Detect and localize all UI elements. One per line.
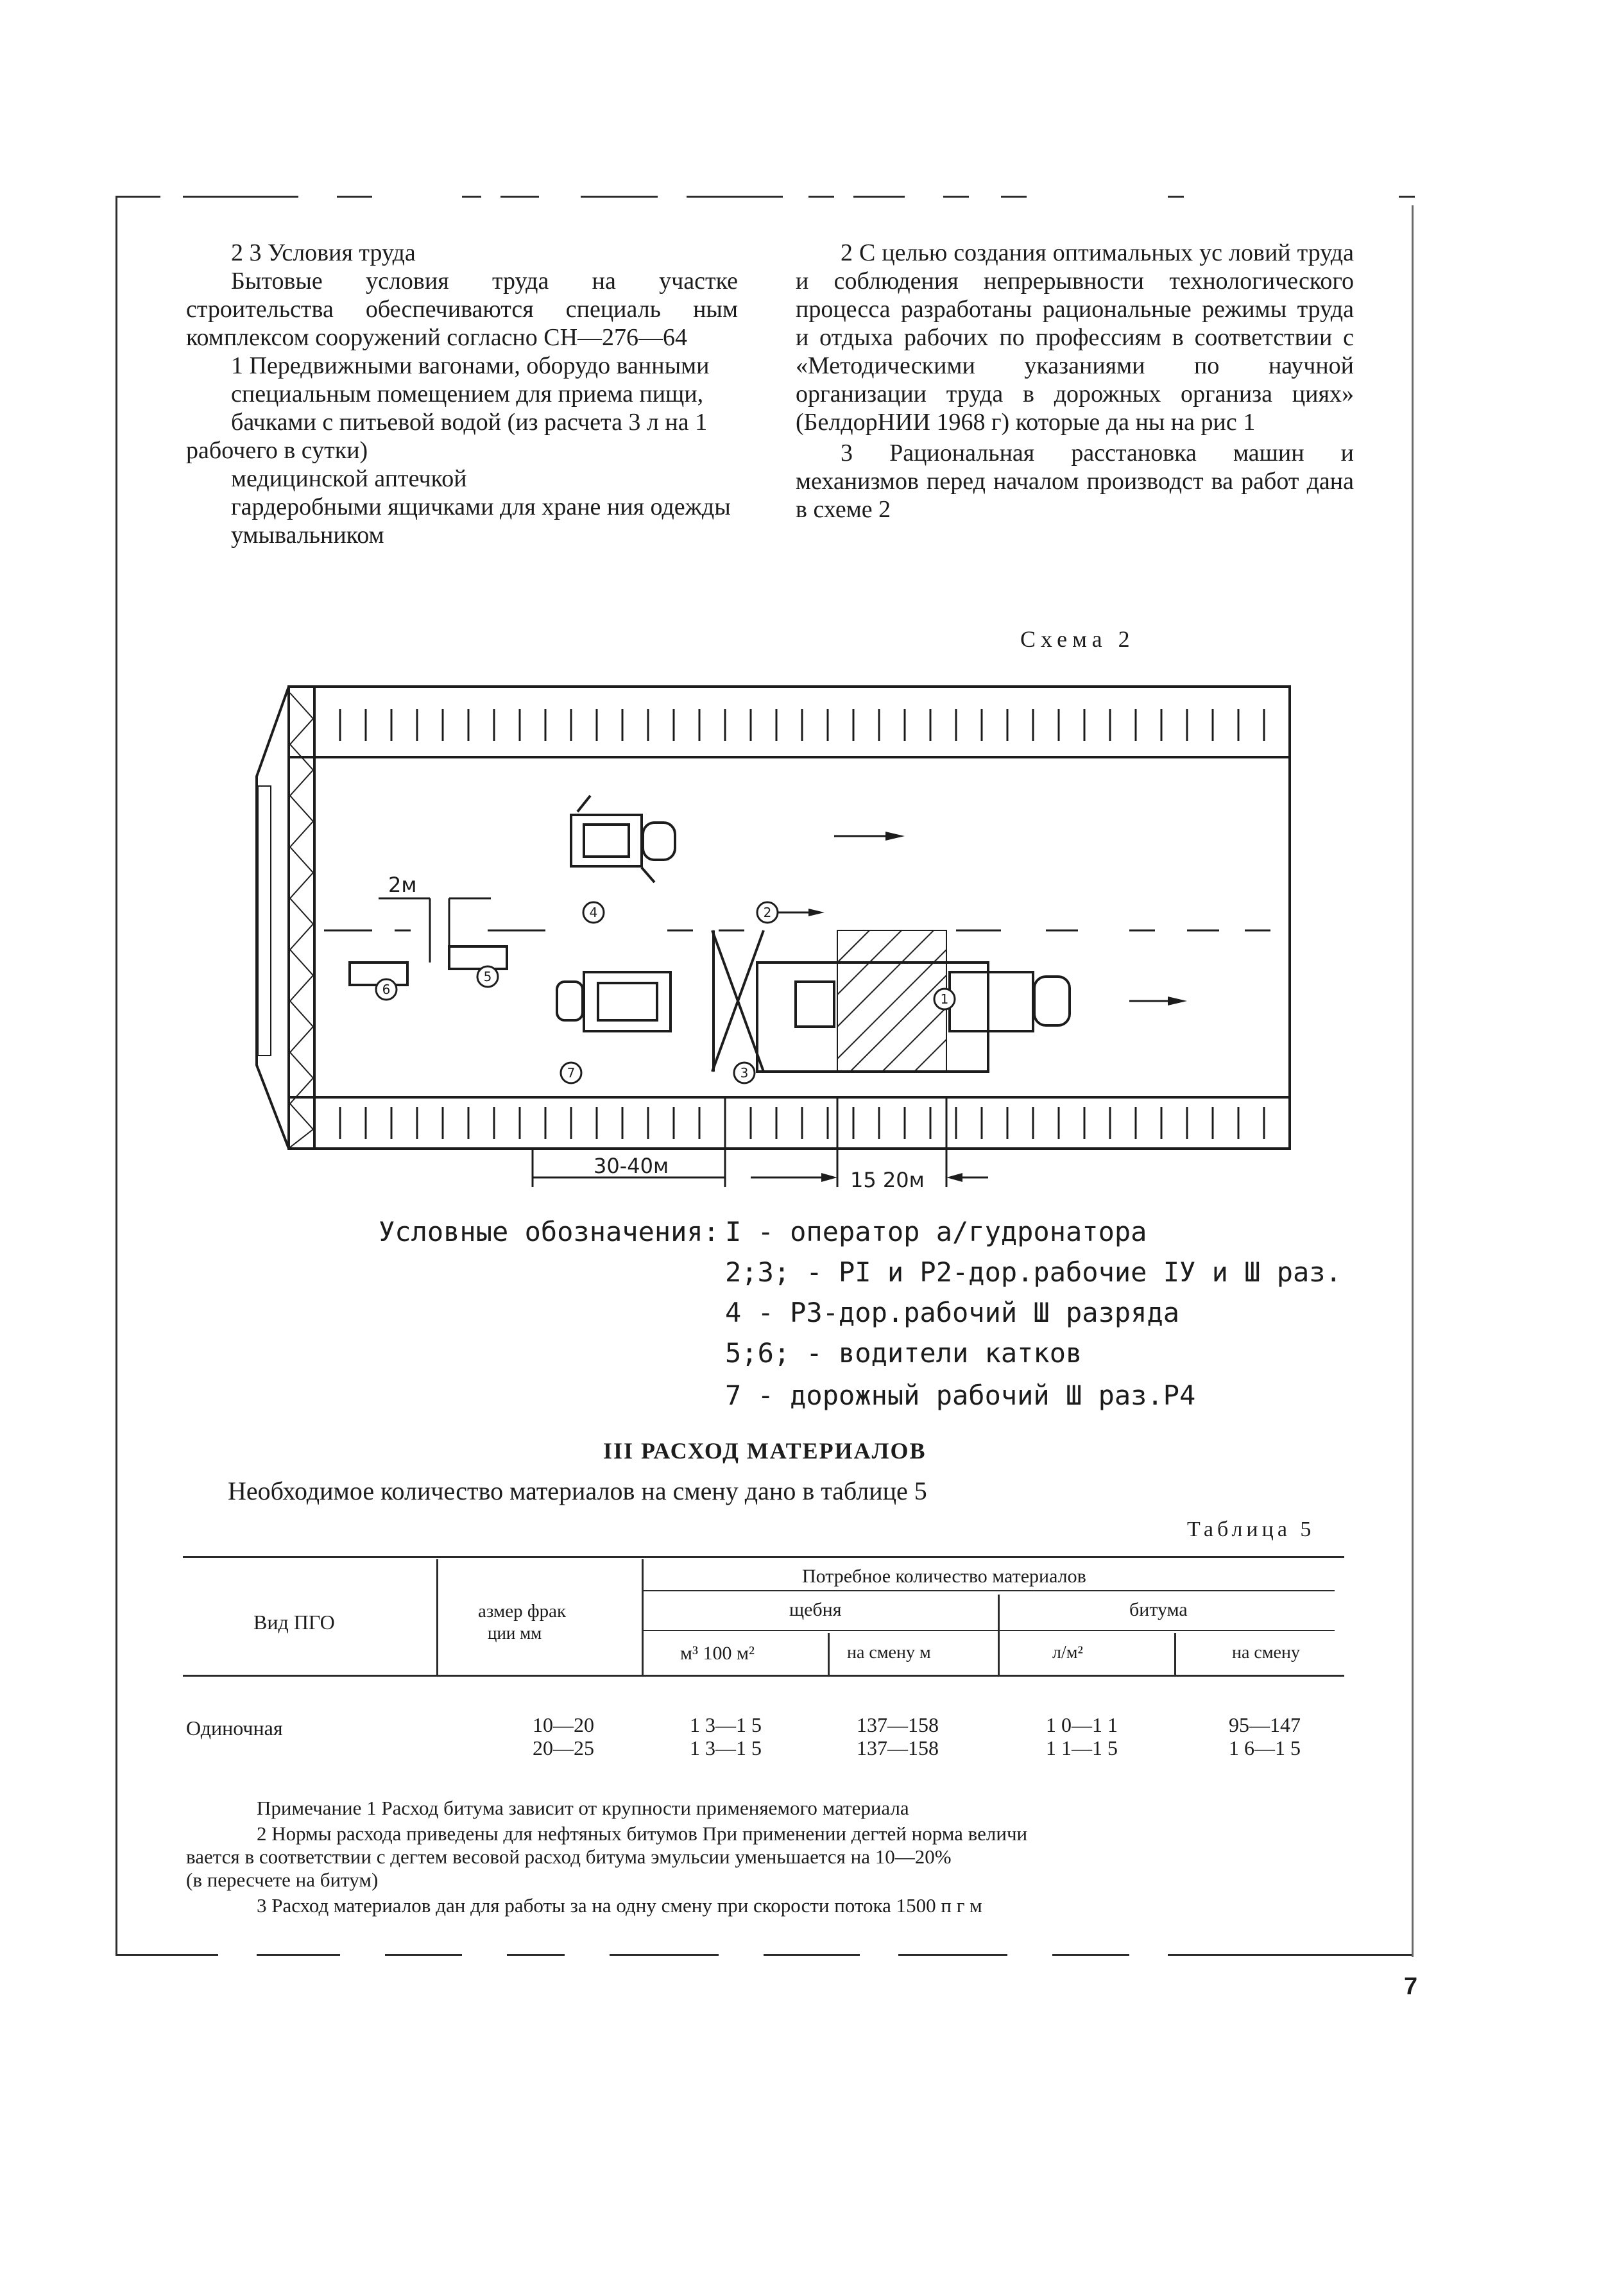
legend-line: 7 - дорожный рабочий Ш раз.P4 — [725, 1380, 1196, 1411]
hatched-area — [837, 930, 946, 1072]
roller-cab — [598, 983, 657, 1020]
section-intro: Необходимое количество материалов на смену дано в таблице 5 — [228, 1476, 927, 1505]
table-header-col: м³ 100 м² — [680, 1643, 755, 1664]
marker-label: 1 — [940, 991, 949, 1007]
table-header-size: ции мм — [488, 1623, 542, 1643]
roller-body — [571, 815, 642, 866]
table-header-col: л/м² — [1052, 1643, 1083, 1663]
marker-label: 7 — [567, 1065, 576, 1081]
legend-line: 4 - P3-дор.рабочий Ш разряда — [725, 1297, 1180, 1328]
table-header-col: на смену м — [847, 1643, 931, 1663]
list-item: 1 Передвижными вагонами, оборудо ванными — [231, 352, 710, 379]
right-text-column — [796, 239, 1354, 524]
table-cell: 1 3—1 5 — [690, 1736, 762, 1759]
list-item: гардеробными ящичками для хране ния одежды — [231, 493, 731, 520]
table-col-divider — [828, 1633, 830, 1675]
paragraph: 3 Рациональная расстановка машин и механизмов перед началом производст ва работ дана в схеме 2 — [796, 440, 1354, 523]
table-col-divider — [642, 1559, 644, 1675]
bottom-border-dash — [257, 1954, 340, 1956]
scheme-diagram — [244, 680, 1303, 1194]
table-header-kind: Вид ПГО — [253, 1611, 335, 1634]
table-cell: 95—147 — [1229, 1713, 1301, 1736]
table-cell: 1 1—1 5 — [1046, 1736, 1118, 1759]
top-border-dash — [500, 196, 539, 198]
bottom-border-dash — [385, 1954, 462, 1956]
bitumen-distributor — [757, 963, 988, 1072]
roller-drum — [643, 823, 675, 860]
distributor-unit — [796, 982, 834, 1027]
table-header-need: Потребное количество материалов — [802, 1566, 1086, 1587]
top-border-dash — [808, 196, 834, 198]
shoulder-hatch — [290, 693, 313, 1147]
end-barrier — [258, 786, 271, 1056]
tanker-cab — [950, 972, 1033, 1031]
top-border-dash — [462, 196, 481, 198]
legend-line: 2;3; - PI и P2-дор.рабочие IУ и Ш раз. — [725, 1256, 1342, 1288]
list-item: специальным помещением для приема пищи, — [231, 381, 704, 407]
dimension-label-2m: 2м — [388, 873, 417, 897]
section-title: III РАСХОД МАТЕРИАЛОВ — [603, 1438, 927, 1464]
left-text-column — [186, 239, 738, 549]
legend-line: I - оператор а/гудронатора — [725, 1216, 1147, 1247]
bottom-border-dash — [1168, 1954, 1412, 1956]
top-border-dash — [337, 196, 372, 198]
dimension-label-30-40m: 30-40м — [594, 1154, 669, 1178]
list-item: бачками с питьевой водой (из расчета 3 л на 1 рабочего в сутки) — [186, 409, 708, 464]
table-note: 3 Расход материалов дан для работы за на одну смену при скорости потока 1500 п г м — [257, 1894, 982, 1917]
bottom-border-dash — [1052, 1954, 1129, 1956]
section-heading: 2 3 Условия труда — [231, 239, 416, 266]
left-frame-line — [115, 196, 117, 1954]
bottom-ruler — [340, 1107, 1264, 1139]
marker-label: 3 — [740, 1065, 749, 1081]
marker-label: 6 — [382, 982, 391, 997]
table-note: (в пересчете на битум) — [186, 1869, 379, 1891]
table-cell: 10—20 — [533, 1713, 594, 1736]
top-border-dash — [115, 196, 160, 198]
table-header-subrule — [642, 1630, 1335, 1631]
table-row-kind: Одиночная — [186, 1716, 283, 1740]
table-cell: 1 3—1 5 — [690, 1713, 762, 1736]
paragraph: Бытовые условия труда на участке строительства обеспечиваются специаль ным комплексом сооружений согласно СН—276—64 — [186, 268, 738, 351]
table-cell: 1 6—1 5 — [1229, 1736, 1301, 1759]
roller-drum — [557, 982, 583, 1020]
table-col-divider — [1174, 1633, 1176, 1675]
top-border-dash — [183, 196, 298, 198]
table-header-gravel: щебня — [789, 1599, 842, 1620]
marker-label: 4 — [589, 905, 598, 920]
table-header-col: на смену — [1232, 1643, 1300, 1663]
table-cell: 137—158 — [857, 1736, 939, 1759]
bottom-border-dash — [115, 1954, 218, 1956]
paragraph: 2 С целью создания оптимальных ус ловий труда и соблюдения непрерывности технологического процесса разработаны рациональные режимы труда и отдыха рабочих по профессиям в соответствии с «Методическими указаниями по научной организации труда в дорожных организа циях» (БелдорНИИ 1968 г) которые да ны на рис 1 — [796, 239, 1354, 436]
table-caption: Таблица 5 — [1187, 1518, 1315, 1541]
table-note: вается в соответствии с дегтем весовой расход битума эмульсии уменьшается на 10—20% — [186, 1845, 952, 1868]
top-ruler — [340, 709, 1264, 741]
table-note: 2 Нормы расхода приведены для нефтяных битумов При применении дегтей норма величи — [257, 1822, 1028, 1845]
page-number: 7 — [1404, 1973, 1418, 2000]
table-col-divider — [998, 1595, 1000, 1675]
table-cell: 1 0—1 1 — [1046, 1713, 1118, 1736]
list-item: медицинской аптечкой — [231, 465, 467, 492]
bottom-border-dash — [898, 1954, 1007, 1956]
bottom-border-dash — [507, 1954, 565, 1956]
right-frame-line — [1412, 205, 1414, 1957]
roller-cab — [584, 825, 629, 857]
marker-label: 2 — [763, 905, 772, 920]
dimension-label-15-20m: 15 20м — [850, 1168, 925, 1192]
marker-label: 5 — [483, 969, 492, 984]
table-col-divider — [436, 1559, 438, 1675]
bottom-border-dash — [610, 1954, 719, 1956]
legend-label: Условные обозначения: — [379, 1216, 720, 1247]
top-border-dash — [943, 196, 969, 198]
road-end-taper — [257, 687, 289, 1149]
list-item: умывальником — [231, 522, 384, 549]
top-border-dash — [853, 196, 905, 198]
table-cell: 137—158 — [857, 1713, 939, 1736]
legend-line: 5;6; - водители катков — [725, 1337, 1082, 1369]
table-note: Примечание 1 Расход битума зависит от крупности применяемого материала — [257, 1797, 909, 1819]
bottom-border-dash — [764, 1954, 860, 1956]
tanker-wheel — [1034, 977, 1070, 1025]
top-border-dash — [1001, 196, 1027, 198]
table-header-subrule — [642, 1590, 1335, 1591]
top-border-dash — [581, 196, 658, 198]
top-border-dash — [1168, 196, 1184, 198]
top-border-dash — [1399, 196, 1415, 198]
table-cell: 20—25 — [533, 1736, 594, 1759]
table-header-bitumen: битума — [1129, 1599, 1188, 1620]
small-roller — [449, 946, 507, 969]
scheme-title: Схема 2 — [1020, 626, 1135, 652]
top-border-dash — [687, 196, 783, 198]
table-top-rule — [183, 1556, 1344, 1558]
table-header-size: азмер фрак — [478, 1601, 567, 1621]
table-header-rule — [183, 1675, 1344, 1677]
